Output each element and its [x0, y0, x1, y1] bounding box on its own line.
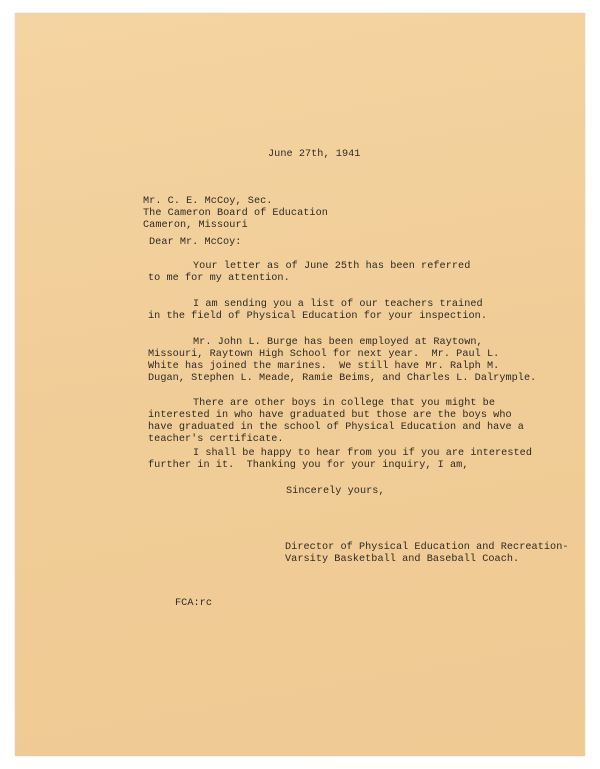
- paragraph-line: interested in who have graduated but those are the boys who: [148, 410, 512, 421]
- salutation: Dear Mr. McCoy:: [149, 237, 242, 248]
- signature-title-line: Director of Physical Education and Recreation-: [285, 542, 569, 553]
- paragraph-line: Mr. John L. Burge has been employed at Raytown,: [193, 337, 483, 348]
- paragraph-line: Missouri, Raytown High School for next year. Mr. Paul L.: [148, 349, 500, 360]
- paragraph-line: I am sending you a list of our teachers trained: [193, 299, 483, 310]
- recipient-organization: The Cameron Board of Education: [143, 208, 328, 219]
- paragraph-line: There are other boys in college that you might be: [193, 398, 496, 409]
- signature-title-line: Varsity Basketball and Baseball Coach.: [285, 554, 520, 565]
- reference-initials: FCA:rc: [175, 598, 212, 609]
- paragraph-line: in the field of Physical Education for your inspection.: [148, 311, 487, 322]
- recipient-city: Cameron, Missouri: [143, 220, 248, 231]
- paragraph-line: White has joined the marines. We still have Mr. Ralph M.: [148, 361, 500, 372]
- paragraph-line: teacher's certificate.: [148, 434, 284, 445]
- paragraph-line: further in it. Thanking you for your inquiry, I am,: [148, 460, 469, 471]
- paragraph-line: I shall be happy to hear from you if you are interested: [193, 448, 532, 459]
- paragraph-line: have graduated in the school of Physical Education and have a: [148, 422, 524, 433]
- letter-date: June 27th, 1941: [268, 149, 361, 160]
- recipient-name: Mr. C. E. McCoy, Sec.: [143, 196, 273, 207]
- closing: Sincerely yours,: [286, 486, 385, 497]
- paragraph-line: Dugan, Stephen L. Meade, Ramie Beims, and Charles L. Dalrymple.: [148, 373, 537, 384]
- paragraph-line: Your letter as of June 25th has been referred: [193, 261, 471, 272]
- letter-page: [15, 13, 585, 756]
- paragraph-line: to me for my attention.: [148, 273, 290, 284]
